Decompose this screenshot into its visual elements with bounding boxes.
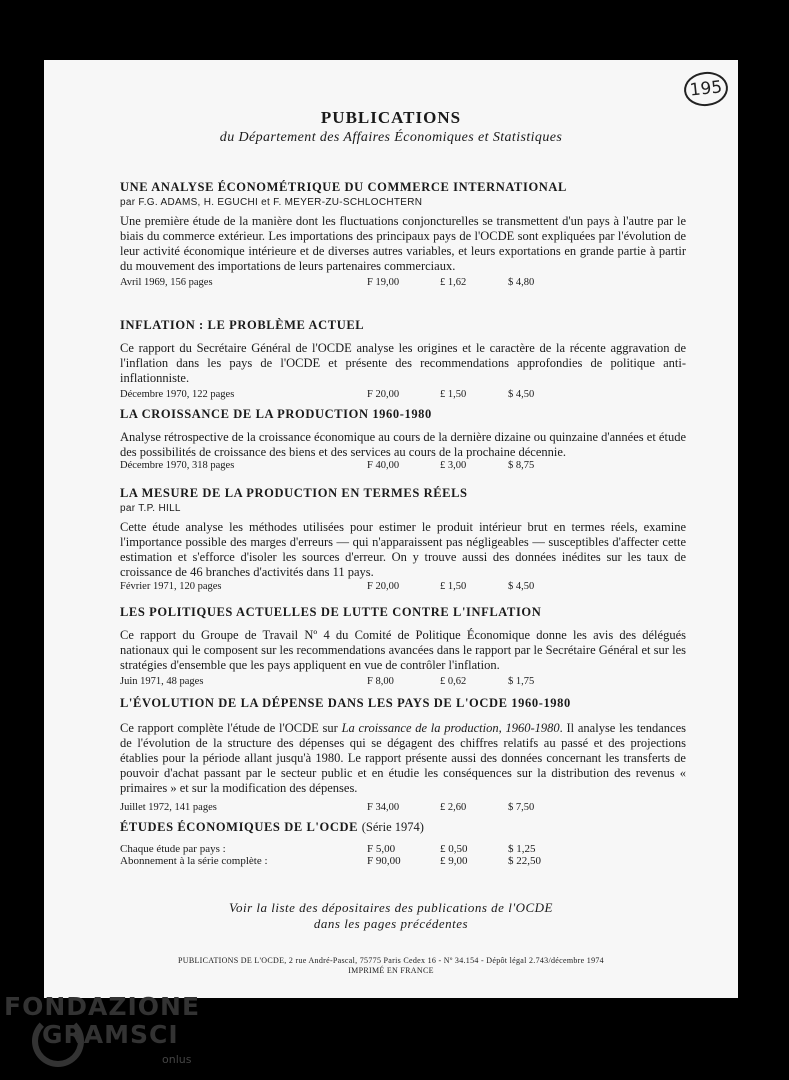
imprint-address: PUBLICATIONS DE L'OCDE, 2 rue André-Pascal, 75775 Paris Cedex 16 - Nº 34.154 - Dépôt légal 2.743/décembre 1974 <box>178 956 604 965</box>
price-row <box>120 855 686 867</box>
publisher-imprint <box>44 956 738 976</box>
price-pounds: £ 9,00 <box>440 855 468 867</box>
publication-entry-inflation-problem <box>120 318 686 404</box>
price-pounds: £ 1,62 <box>440 277 467 288</box>
price-dollars: $ 1,75 <box>508 676 535 687</box>
entry-date: Avril 1969, 156 pages <box>120 277 213 288</box>
price-row <box>120 843 686 855</box>
publication-entry-economic-surveys <box>120 820 686 867</box>
price-dollars: $ 4,80 <box>508 277 535 288</box>
entry-date: Février 1971, 120 pages <box>120 581 222 592</box>
watermark-onlus: onlus <box>162 1053 192 1066</box>
price-pounds: £ 3,00 <box>440 460 467 471</box>
publication-entry-production-growth <box>120 407 686 475</box>
price-francs: F 19,00 <box>367 277 400 288</box>
entry-author: par T.P. HILL <box>120 503 181 514</box>
watermark-line: FONDAZIONE <box>4 992 201 1021</box>
price-dollars: $ 7,50 <box>508 802 535 813</box>
fondazione-gramsci-watermark <box>4 992 201 1066</box>
entry-date: Juillet 1972, 141 pages <box>120 802 217 813</box>
publication-entry-anti-inflation-policies <box>120 605 686 691</box>
entry-description: Analyse rétrospective de la croissance économique au cours de la dernière dizaine ou quinzaine d'années et étude des possibilités de croissance des biens et des services au cours de la prochaine décennie. <box>120 430 686 459</box>
price-francs: F 5,00 <box>367 843 396 855</box>
document-page <box>44 60 738 998</box>
price-dollars: $ 22,50 <box>508 855 541 867</box>
price-francs: F 20,00 <box>367 581 400 592</box>
entry-description: Cette étude analyse les méthodes utilisées pour estimer le produit intérieur brut en termes réels, examine l'importance possible des marges d'erreurs — qui n'apparaissent pas négligeables — susceptibles d'affecter cette estimation et s'efforce d'isoler les sources d'erreur. On y trouve aussi des données inédites sur les taux de croissance de 46 branches d'activités dans 11 pays. <box>120 520 686 579</box>
description-text: . Il analyse les tendances de l'évolution de la structure des dépenses qui se dégagent des chiffres relatifs au passé et des projections établies pour la période allant jusqu'à 1980. Le rapport présente aussi des données concernant les transferts de pouvoir d'achat passant par le secteur public et en étudie les conséquences sur la distribution des revenus « primaires » et sur la modification des dépenses. <box>120 721 686 795</box>
publication-entry-econometric-analysis <box>120 180 686 292</box>
description-text: Ce rapport complète l'étude de l'OCDE sur <box>120 721 342 735</box>
entry-date: Juin 1971, 48 pages <box>120 676 204 687</box>
entry-description: Une première étude de la manière dont les fluctuations conjoncturelles se transmettent d'un pays à l'autre par le biais du commerce extérieur. Les importations des principaux pays de l'OCDE sont expliquées par l'évolution de leur activité économique intérieure et de diverses autres variables, et leurs exportations en grande partie à partir du mouvement des importations de leurs partenaires commerciaux. <box>120 214 686 273</box>
entry-title: UNE ANALYSE ÉCONOMÉTRIQUE DU COMMERCE INTERNATIONAL <box>120 180 567 194</box>
publication-entry-expenditure-evolution <box>120 696 686 817</box>
entry-description: Ce rapport du Groupe de Travail Nº 4 du Comité de Politique Économique donne les avis des délégués nationaux qui le composent sur les recommendations avancées dans le rapport par le Secrétaire Général et sur les stratégies d'ensemble que les pays appliquent en vue de contrôler l'inflation. <box>120 628 686 672</box>
entry-meta <box>120 460 686 475</box>
entry-description: Ce rapport du Secrétaire Général de l'OCDE analyse les origines et le caractère de la récente aggravation de l'inflation dans les pays de l'OCDE et présente des recommendations approfondies de politique anti-inflationniste. <box>120 341 686 385</box>
price-francs: F 40,00 <box>367 460 400 471</box>
page-title: PUBLICATIONS <box>320 108 462 127</box>
price-pounds: £ 2,60 <box>440 802 467 813</box>
series-note: (Série 1974) <box>361 820 424 834</box>
entry-meta <box>120 676 686 691</box>
subscription-price-table <box>120 843 686 867</box>
price-francs: F 8,00 <box>367 676 394 687</box>
entry-title-text: ÉTUDES ÉCONOMIQUES DE L'OCDE <box>120 820 359 834</box>
entry-meta <box>120 277 686 292</box>
entry-title: LES POLITIQUES ACTUELLES DE LUTTE CONTRE L'INFLATION <box>120 605 542 619</box>
price-pounds: £ 0,50 <box>440 843 468 855</box>
price-dollars: $ 8,75 <box>508 460 535 471</box>
entry-title: LA MESURE DE LA PRODUCTION EN TERMES RÉELS <box>120 486 468 500</box>
entry-title: LA CROISSANCE DE LA PRODUCTION 1960-1980 <box>120 407 432 421</box>
entry-date: Décembre 1970, 318 pages <box>120 460 235 471</box>
publication-entry-real-terms-measurement <box>120 486 686 596</box>
entry-author: par F.G. ADAMS, H. EGUCHI et F. MEYER-ZU-SCHLOCHTERN <box>120 197 423 208</box>
price-francs: F 20,00 <box>367 389 400 400</box>
watermark-line: GRAMSCI <box>42 1020 179 1049</box>
entry-title <box>120 820 686 835</box>
notice-line: dans les pages précédentes <box>313 916 469 931</box>
price-francs: F 90,00 <box>367 855 401 867</box>
price-row-label: Abonnement à la série complète : <box>120 855 268 867</box>
handwritten-page-number: 195 <box>682 70 729 108</box>
entry-date: Décembre 1970, 122 pages <box>120 389 235 400</box>
page-subtitle: du Département des Affaires Économiques et Statistiques <box>219 130 563 145</box>
cited-title: La croissance de la production, 1960-1980 <box>341 721 560 735</box>
notice-line: Voir la liste des dépositaires des publications de l'OCDE <box>228 900 553 915</box>
entry-description <box>120 721 686 796</box>
price-francs: F 34,00 <box>367 802 400 813</box>
price-dollars: $ 1,25 <box>508 843 536 855</box>
price-row-label: Chaque étude par pays : <box>120 843 226 855</box>
depositaries-notice <box>44 900 738 932</box>
imprint-printed: IMPRIMÉ EN FRANCE <box>348 966 434 975</box>
price-dollars: $ 4,50 <box>508 389 535 400</box>
entry-title: INFLATION : LE PROBLÈME ACTUEL <box>120 318 365 332</box>
price-pounds: £ 1,50 <box>440 389 467 400</box>
entry-title: L'ÉVOLUTION DE LA DÉPENSE DANS LES PAYS DE L'OCDE 1960-1980 <box>120 696 571 710</box>
price-pounds: £ 1,50 <box>440 581 467 592</box>
watermark-g-icon <box>32 1015 84 1067</box>
price-dollars: $ 4,50 <box>508 581 535 592</box>
entry-meta <box>120 581 686 596</box>
price-pounds: £ 0,62 <box>440 676 467 687</box>
entry-meta <box>120 389 686 404</box>
entry-meta <box>120 802 686 817</box>
